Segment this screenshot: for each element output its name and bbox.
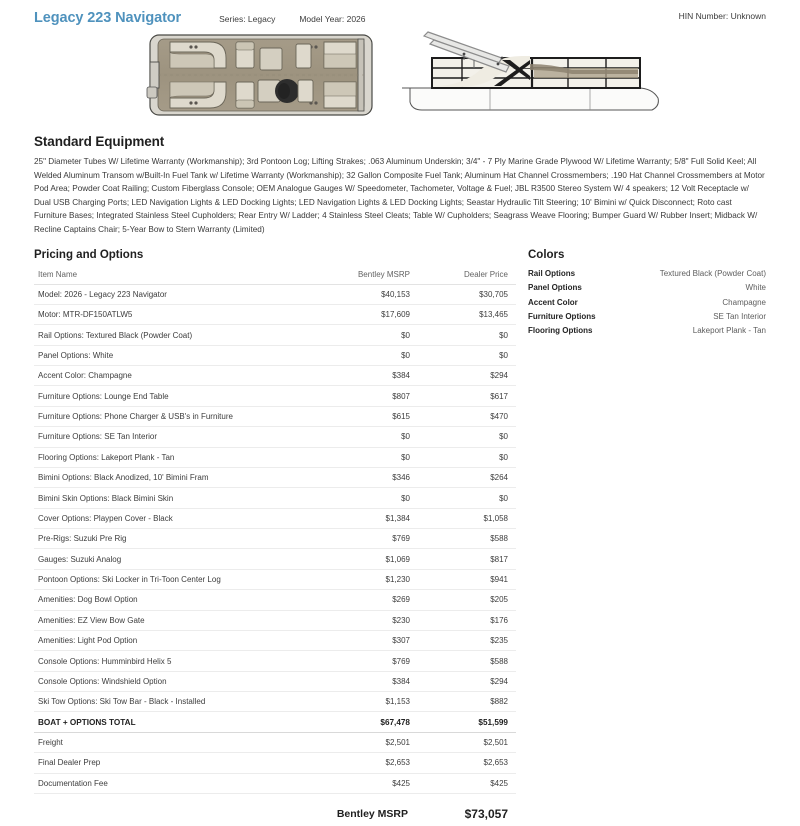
cell-item: Bimini Skin Options: Black Bimini Skin [34,488,320,508]
column-header-dealer: Dealer Price [418,267,516,285]
color-option-value: Textured Black (Powder Coat) [659,269,766,279]
cell-dealer: $176 [418,610,516,630]
cell-item: Model: 2026 - Legacy 223 Navigator [34,284,320,304]
standard-equipment-title: Standard Equipment [34,134,165,149]
color-option-label: Flooring Options [528,325,593,335]
series-label: Series: Legacy [219,14,276,24]
cell-msrp: $807 [320,386,418,406]
table-row [34,549,516,569]
cell-item: Furniture Options: Phone Charger & USB's in Furniture [34,406,320,426]
cell-item: Ski Tow Options: Ski Tow Bar - Black - Installed [34,692,320,712]
standard-equipment-body: 25" Diameter Tubes W/ Lifetime Warranty (Workmanship); 3rd Pontoon Log; Lifting Strakes; .063 Aluminum Underskin; 3/4" - 7 Ply Marine Grade Plywood W/ Lifetime Warranty; 5/8" Full Solid Keel; All Welded Aluminum Transom w/Built-In Fuel Tank w/ Lifetime Warranty (Workmanship); 32 Gallon Composite Fuel Tank; Aluminum Hat Channel Crossmembers; .190 Hat Channel Crossmembers at Motor Pod Area; Powder Coat Railing; Custom Fiberglass Console; OEM Analogue Gauges W/ Speedometer, Tachometer, Voltage & Fuel; JBL R3500 Stereo System W/ 4 speakers; 12 Volt Receptacle w/ Dual USB Charging Ports; LED Navigation Lights & LED Docking Lights; LED Navigation Lights & LED Docking Lights; Seastar Hydraulic Tilt Steering; 10' Bimini w/ Quick Disconnect; Roto cast Furniture Bases; Integrated Stainless Steel Cupholders; Rear Entry W/ Ladder; 4 Stainless Steel Cleats; Table W/ Cupholders; Seagrass Weave Flooring; Bumper Guard W/ Rubber Insert; Midback W/ Recline Captains Chair; 5-Year Bow to Stern Warranty (Limited) [34,157,765,234]
cell-msrp: $1,384 [320,508,418,528]
cell-msrp: $0 [320,345,418,365]
cell-dealer: $30,705 [418,284,516,304]
boat-top-view-floorplan [148,32,374,118]
column-header-msrp: Bentley MSRP [320,267,418,285]
content-area [0,134,800,826]
cell-item: Motor: MTR-DF150ATLW5 [34,304,320,324]
cell-item: Documentation Fee [34,773,320,793]
cell-msrp: $0 [320,447,418,467]
pricing-column [34,249,516,826]
table-row [34,406,516,426]
cell-msrp: $1,230 [320,569,418,589]
cell-msrp: $67,478 [320,712,418,732]
table-row [34,671,516,691]
cell-dealer: $51,599 [418,712,516,732]
table-row [34,325,516,345]
table-row [34,366,516,386]
cell-dealer: $13,465 [418,304,516,324]
cell-item: Cover Options: Playpen Cover - Black [34,508,320,528]
cell-item: Amenities: Dog Bowl Option [34,590,320,610]
cell-dealer: $0 [418,447,516,467]
table-row [34,508,516,528]
model-year-label: Model Year: 2026 [299,14,366,24]
cell-dealer: $470 [418,406,516,426]
cell-item: Flooring Options: Lakeport Plank - Tan [34,447,320,467]
color-option-label: Rail Options [528,269,576,279]
colors-column [528,249,766,826]
hin-number-label: HIN Number: Unknown [678,11,766,21]
cell-item: Bimini Options: Black Anodized, 10' Bimini Fram [34,467,320,487]
page-header [0,0,800,30]
color-row [528,323,766,337]
cell-msrp: $384 [320,366,418,386]
pricing-table-body [34,284,516,826]
table-row [34,284,516,304]
table-row [34,651,516,671]
table-row [34,590,516,610]
color-row [528,295,766,309]
cell-dealer: $0 [418,345,516,365]
cell-dealer: $0 [418,325,516,345]
cell-msrp: $384 [320,671,418,691]
cell-dealer: $425 [418,773,516,793]
cell-msrp: $17,609 [320,304,418,324]
table-row-fee [34,753,516,773]
pricing-title: Pricing and Options [34,248,144,261]
cell-msrp: $0 [320,427,418,447]
table-row [34,345,516,365]
cell-msrp: $0 [320,325,418,345]
color-option-value: SE Tan Interior [713,311,766,321]
cell-dealer: $2,653 [418,753,516,773]
cell-dealer: $941 [418,569,516,589]
table-row [34,467,516,487]
color-option-label: Accent Color [528,297,578,307]
cell-item: Gauges: Suzuki Analog [34,549,320,569]
color-option-label: Panel Options [528,283,582,293]
table-row [34,610,516,630]
cell-msrp: $2,653 [320,753,418,773]
cell-msrp: $2,501 [320,732,418,752]
cell-item: Amenities: EZ View Bow Gate [34,610,320,630]
cell-dealer: $235 [418,630,516,650]
page-title: Legacy 223 Navigator [34,10,182,26]
cell-dealer: $588 [418,529,516,549]
cell-item: Console Options: Windshield Option [34,671,320,691]
cell-msrp: $1,069 [320,549,418,569]
cell-item: Console Options: Humminbird Helix 5 [34,651,320,671]
table-row [34,630,516,650]
grand-total-spacer [34,793,320,826]
cell-dealer: $205 [418,590,516,610]
grand-total-row [34,793,516,826]
cell-msrp: $346 [320,467,418,487]
table-row [34,692,516,712]
cell-dealer: $294 [418,671,516,691]
color-option-value: Champagne [722,297,766,307]
color-row [528,281,766,295]
cell-msrp: $230 [320,610,418,630]
colors-list [528,267,766,338]
table-row [34,386,516,406]
grand-total-label: Bentley MSRP [336,807,408,820]
boat-side-elevation-view [402,30,680,120]
cell-dealer: $0 [418,488,516,508]
table-row [34,427,516,447]
cell-dealer: $2,501 [418,732,516,752]
cell-msrp: $425 [320,773,418,793]
cell-msrp: $0 [320,488,418,508]
cell-msrp: $40,153 [320,284,418,304]
table-row [34,447,516,467]
cell-msrp: $307 [320,630,418,650]
pricing-total-row [34,712,516,732]
table-row [34,304,516,324]
cell-item: Accent Color: Champagne [34,366,320,386]
cell-dealer: $264 [418,467,516,487]
cell-item: Rail Options: Textured Black (Powder Coat) [34,325,320,345]
colors-title: Colors [528,248,565,261]
header-meta-group [219,14,389,24]
cell-dealer: $817 [418,549,516,569]
table-row [34,488,516,508]
table-row [34,529,516,549]
cell-item: Amenities: Light Pod Option [34,630,320,650]
cell-dealer: $294 [418,366,516,386]
cell-dealer: $617 [418,386,516,406]
cell-msrp: $769 [320,651,418,671]
cell-item: BOAT + OPTIONS TOTAL [34,712,320,732]
cell-item: Freight [34,732,320,752]
table-row-fee [34,773,516,793]
cell-msrp: $1,153 [320,692,418,712]
cell-item: Furniture Options: SE Tan Interior [34,427,320,447]
grand-total-amount: $73,057 [464,806,508,821]
table-row-fee [34,732,516,752]
cell-msrp: $769 [320,529,418,549]
cell-dealer: $1,058 [418,508,516,528]
pricing-table [34,267,516,826]
cell-item: Final Dealer Prep [34,753,320,773]
color-option-label: Furniture Options [528,311,596,321]
color-row [528,267,766,281]
column-header-item: Item Name [34,267,320,285]
table-row [34,569,516,589]
color-row [528,309,766,323]
cell-item: Furniture Options: Lounge End Table [34,386,320,406]
boat-illustrations [0,32,800,120]
details-columns [34,249,766,826]
cell-item: Panel Options: White [34,345,320,365]
cell-dealer: $882 [418,692,516,712]
cell-item: Pre-Rigs: Suzuki Pre Rig [34,529,320,549]
cell-msrp: $269 [320,590,418,610]
cell-dealer: $588 [418,651,516,671]
pricing-table-header-row [34,267,516,285]
cell-msrp: $615 [320,406,418,426]
cell-dealer: $0 [418,427,516,447]
color-option-value: Lakeport Plank - Tan [692,325,766,335]
cell-item: Pontoon Options: Ski Locker in Tri-Toon Center Log [34,569,320,589]
color-option-value: White [745,283,766,293]
